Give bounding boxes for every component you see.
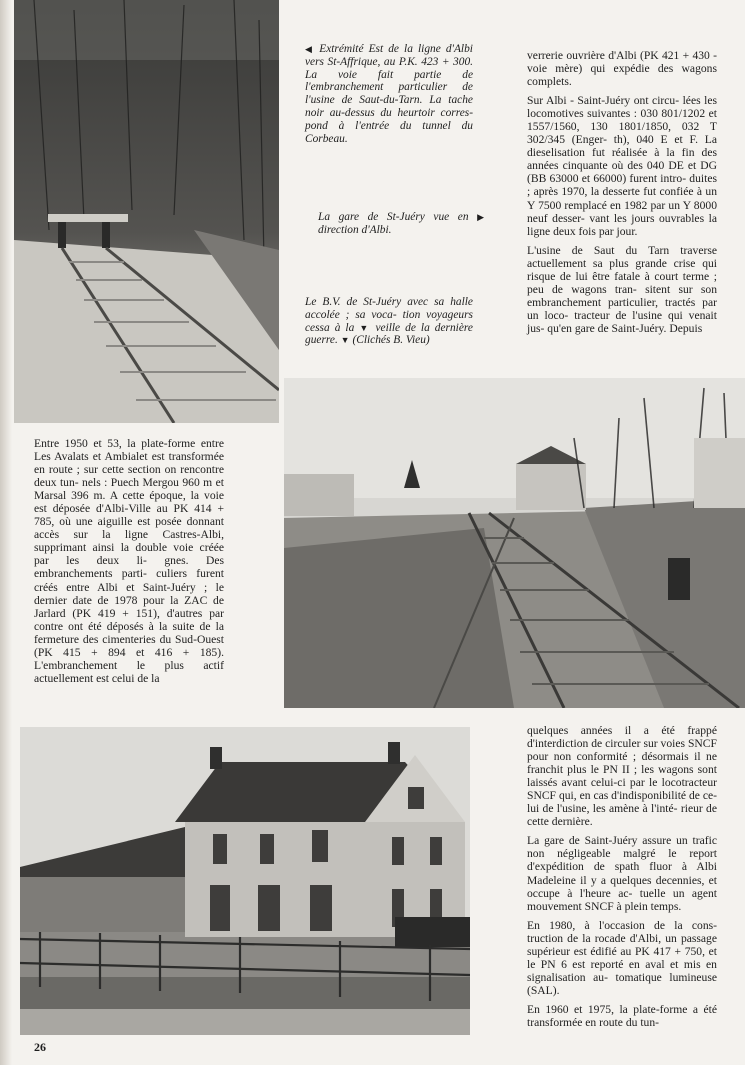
text-line: actif actuellement est celui de la: [34, 658, 224, 685]
text-line: Sud-Ouest (PK 415 + 894 et 416: [34, 632, 224, 659]
text-line: Marsal 396 m. A cette époque, la: [34, 489, 200, 503]
text-line: 1801/1850, 032 T 302/345 (Enger-: [527, 120, 717, 147]
caption-line: sa halle accolée ; sa voca-: [305, 296, 473, 321]
paragraph: [527, 244, 717, 335]
text-line: lées les locomotives suivantes :: [527, 94, 717, 121]
caption-line: d'Albi vers St-Affrique, au: [305, 43, 473, 68]
text-line: été transformée en route du tun-: [527, 1002, 717, 1029]
page-number: 26: [34, 1040, 46, 1054]
caption-line: Saut-du-Tarn. La tache noir: [305, 94, 473, 119]
caption-line: particulier de l'usine de: [305, 81, 473, 107]
text-line: actuellement sa plus grande crise: [527, 256, 696, 270]
text-line: Saint-Juéry ; le dernier date de: [34, 580, 224, 607]
text-line: qu'en gare de Saint-Juéry. Depuis: [547, 321, 703, 335]
caption-arrow-down-icon: ▼: [340, 335, 350, 346]
text-line: + 185). L'embranchement le plus: [34, 645, 224, 672]
text-line: (BB 63000 et 66000) furent intro-: [527, 172, 687, 186]
caption-line: au-dessus du heurtoir corres-: [329, 106, 473, 119]
text-line: verrerie ouvrière d'Albi (PK 421: [527, 49, 680, 62]
photo-track-end-forest: [14, 0, 279, 423]
text-line: La gare de Saint-Juéry assure un: [527, 834, 688, 848]
text-line: particulier, tractés par un loco-: [527, 295, 717, 322]
caption-arrow-left-icon: ◀: [305, 44, 315, 54]
caption-station-building: [305, 296, 473, 347]
caption-arrow-down-icon: ▼: [359, 322, 371, 333]
text-line: En 1980, à l'occasion de la cons-: [527, 918, 717, 932]
text-line: ont été déposés à la suite de la: [68, 619, 225, 633]
text-line: sitent sur son embranchement: [527, 282, 717, 309]
text-line: nels : Puech Mergou 960 m et: [82, 476, 224, 490]
text-line: Sur Albi - Saint-Juéry ont circu-: [527, 94, 680, 108]
caption-line: Corbeau.: [305, 132, 348, 145]
text-line: section on rencontre deux tun-: [34, 463, 224, 490]
caption-line: Le B.V. de St-Juéry avec: [305, 296, 429, 308]
photo-station-building-image: [20, 727, 470, 1035]
page-spine-shadow: [0, 0, 12, 1065]
caption-line: La gare de St-Juéry vue en: [318, 211, 469, 223]
text-line: passage supérieur est édifié au PK: [527, 931, 717, 958]
text-line: d'interdiction de circuler sur voies: [527, 737, 686, 751]
text-line: à plein temps.: [616, 899, 682, 913]
text-right-top: [527, 49, 717, 341]
text-line: Castres-Albi, supprimant ainsi la: [34, 528, 224, 555]
photo-station-tracks-image: [284, 378, 745, 708]
text-line: double voie créée par les deux li-: [34, 541, 225, 568]
paragraph: [527, 834, 717, 912]
caption-track-end: [305, 43, 473, 145]
text-line: vant les jours ouvrables la ligne: [527, 211, 718, 238]
text-line: rieur de cette dernière.: [527, 802, 717, 829]
text-line: II ; les wagons sont laissés avant: [527, 763, 717, 790]
text-line: L'usine de Saut du Tarn traverse: [527, 243, 717, 257]
paragraph: [527, 724, 717, 828]
text-line: tuelle un agent mouvement SNCF: [527, 886, 717, 913]
text-line: SNCF pour non conformité ;: [527, 737, 717, 764]
paragraph: [527, 94, 717, 238]
text-line: désormais il ne franchit plus le PN: [527, 750, 717, 777]
text-line: 417 + 750, et le PN 6 est reporté: [527, 944, 718, 971]
caption-line: partie de l'embranchement: [305, 68, 473, 94]
caption-line: veille de la dernière guerre.: [305, 321, 473, 347]
text-line: quelques années il a été frappé: [527, 724, 717, 737]
paragraph: [527, 919, 717, 997]
caption-line: P.K. 423 + 300. La voie fait: [305, 55, 473, 81]
caption-line: (Clichés B. Vieu): [352, 334, 430, 347]
text-line: confiée à un Y 7500 remplacé en: [527, 185, 717, 212]
caption-line: pond à l'entrée du tunnel du: [305, 119, 473, 132]
text-line: en aval et mis en signalisation au-: [527, 957, 717, 984]
text-line: tracteur de l'usine qui venait jus-: [527, 308, 717, 335]
text-line: truction de la rocade d'Albi, un: [527, 931, 677, 945]
text-line: tomatique lumineuse (SAL).: [527, 970, 718, 997]
text-line: En 1960 et 1975, la plate-forme a: [527, 1002, 698, 1016]
text-line: + 430 - voie mère) qui expédie: [527, 49, 717, 76]
paragraph: [34, 437, 224, 685]
text-line: report d'expédition de spath fluor: [527, 847, 717, 874]
caption-station-view: [318, 211, 484, 237]
text-line: trafic non négligeable malgré le: [527, 834, 717, 861]
text-right-bottom: [527, 724, 717, 1035]
text-line: voie est déposée d'Albi-Ville au: [34, 489, 225, 516]
photo-station-tracks: [284, 378, 745, 708]
text-line: 1978 pour la ZAC de Jarlard (PK: [34, 593, 224, 620]
text-line: fermeture des cimenteries du: [34, 632, 172, 646]
text-line: transformée en route ; sur cette: [34, 450, 224, 477]
text-line: à Albi Madeleine il y a quelques: [527, 860, 717, 887]
text-line: gnes. Des embranchements parti-: [34, 554, 224, 581]
caption-arrow-right-icon: ▶: [477, 212, 484, 222]
text-line: celui-ci par le locotracteur SNCF: [527, 776, 717, 803]
text-line: entre Les Avalats et Ambialet est: [34, 437, 224, 464]
caption-line: tion voyageurs cessa à la: [305, 308, 473, 334]
text-line: fut réalisée à la fin des années: [527, 146, 717, 173]
text-line: 1982 par un Y 8000 neuf desser-: [527, 198, 717, 225]
text-line: cinquante où des 040 DE et DG: [562, 159, 717, 173]
text-line: duites ; après 1970, la desserte fut: [527, 172, 717, 199]
text-line: posée donnant accès sur la ligne: [34, 515, 224, 542]
text-line: deux fois par jour.: [553, 224, 638, 238]
text-line: decennies, et occupe à l'heure ac-: [527, 873, 717, 900]
paragraph: [527, 49, 717, 88]
text-line: qui risque de lui être fatale à: [527, 256, 718, 283]
text-line: 030 801/1202 et 1557/1560, 130: [527, 107, 717, 134]
text-line: lui de l'usine, les amène à l'inté-: [527, 802, 678, 816]
photo-station-building: [20, 727, 470, 1035]
text-line: PK 414 + 785, où une aiguille est: [34, 502, 224, 529]
text-line: qui, en cas d'indisponibilité de ce-: [558, 789, 718, 803]
text-line: th), 040 E et F. La dieselisation: [527, 133, 717, 160]
text-line: Entre 1950 et 53, la plate-forme: [34, 437, 196, 450]
text-line: culiers furent créés entre Albi et: [34, 567, 224, 594]
photo-track-end-forest-image: [14, 0, 279, 423]
text-line: court terme ; peu de wagons tran-: [527, 269, 718, 296]
caption-line: direction d'Albi.: [318, 223, 392, 236]
text-left-mid: [34, 437, 224, 691]
text-line: 419 + 151), d'autres par contre: [34, 606, 225, 633]
paragraph: [527, 1003, 717, 1029]
caption-line: Extrémité Est de la ligne: [319, 43, 441, 55]
text-line: des wagons complets.: [527, 62, 717, 89]
